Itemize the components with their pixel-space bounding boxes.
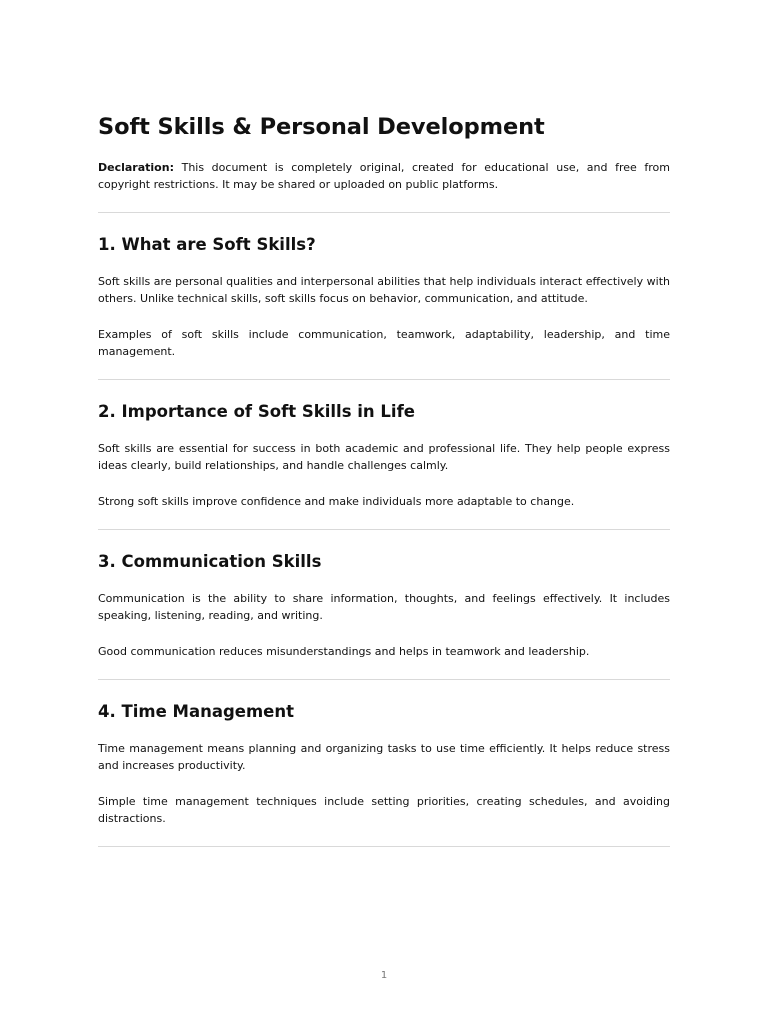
section-heading: 1. What are Soft Skills? xyxy=(98,235,316,254)
divider xyxy=(98,679,670,680)
divider xyxy=(98,846,670,847)
section-heading: 3. Communication Skills xyxy=(98,552,322,571)
section-paragraph: Strong soft skills improve confidence and make individuals more adaptable to change. xyxy=(98,495,575,508)
section-heading: 4. Time Management xyxy=(98,702,294,721)
document-title: Soft Skills & Personal Development xyxy=(98,114,545,140)
declaration xyxy=(98,159,670,193)
divider xyxy=(98,529,670,530)
section-paragraph: Simple time management techniques include setting priorities, creating schedules, and avoiding distractions. xyxy=(98,795,670,825)
declaration-label: Declaration: xyxy=(98,161,174,174)
section-paragraph: Communication is the ability to share information, thoughts, and feelings effectively. It includes speaking, listening, reading, and writing. xyxy=(98,592,670,622)
section-paragraph: Soft skills are personal qualities and interpersonal abilities that help individuals interact effectively with others. Unlike technical skills, soft skills focus on behavior, communication, and attitude. xyxy=(98,275,670,305)
page-number: 1 xyxy=(380,970,388,981)
divider xyxy=(98,212,670,213)
section-paragraph: Examples of soft skills include communication, teamwork, adaptability, leadership, and time management. xyxy=(98,328,670,358)
section-paragraph: Time management means planning and organizing tasks to use time efficiently. It helps reduce stress and increases productivity. xyxy=(98,742,670,772)
section-paragraph: Soft skills are essential for success in both academic and professional life. They help people express ideas clearly, build relationships, and handle challenges calmly. xyxy=(98,442,670,472)
declaration-text: This document is completely original, created for educational use, and free from copyright restrictions. It may be shared or uploaded on public platforms. xyxy=(98,161,671,191)
section-time-management xyxy=(98,701,670,847)
divider xyxy=(98,379,670,380)
section-communication xyxy=(98,551,670,680)
section-heading: 2. Importance of Soft Skills in Life xyxy=(98,402,415,421)
document-page xyxy=(98,112,670,847)
section-importance xyxy=(98,401,670,530)
section-paragraph: Good communication reduces misunderstandings and helps in teamwork and leadership. xyxy=(98,645,590,658)
section-what-are-soft-skills xyxy=(98,234,670,380)
